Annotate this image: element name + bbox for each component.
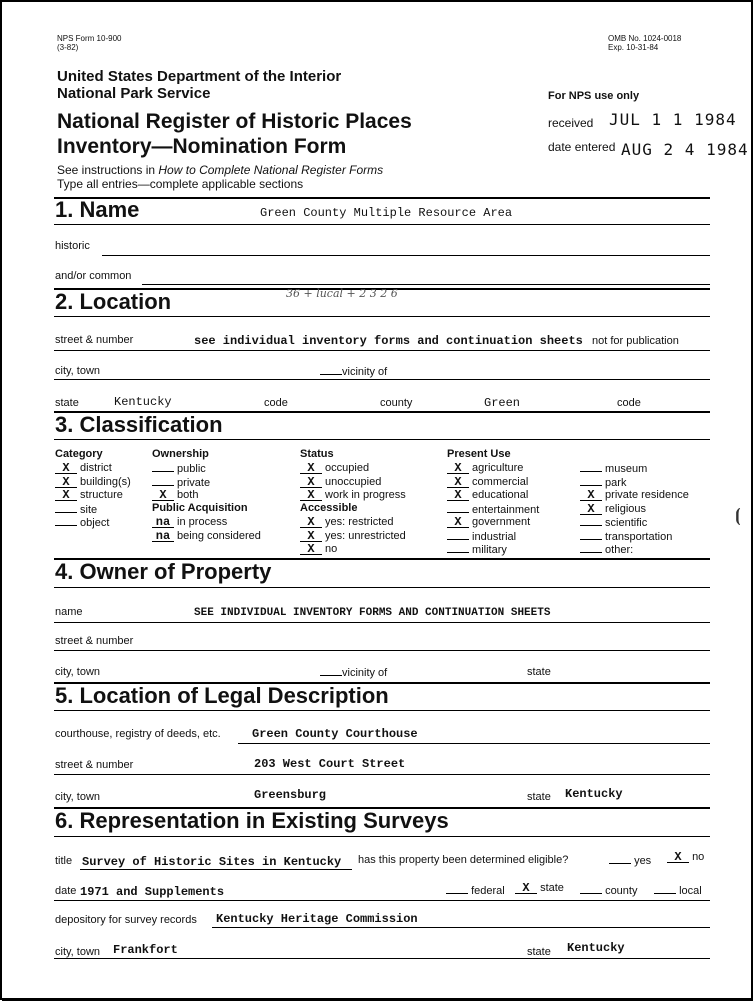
form-title-line2: Inventory—Nomination Form bbox=[57, 135, 347, 158]
option-yes-unrestricted[interactable] bbox=[300, 530, 406, 542]
code-2-label: code bbox=[617, 397, 641, 409]
section-5-underline bbox=[54, 710, 710, 711]
section-4-underline bbox=[54, 587, 710, 588]
common-name-field[interactable] bbox=[142, 284, 710, 285]
survey-state-value: Kentucky bbox=[567, 941, 625, 955]
checkbox-mark[interactable]: X bbox=[55, 464, 77, 474]
section-6-title: 6. Representation in Existing Surveys bbox=[55, 808, 449, 833]
section-3-underline bbox=[54, 439, 710, 440]
legal-street-value: 203 West Court Street bbox=[254, 757, 406, 771]
option-label: other: bbox=[602, 544, 634, 556]
eligible-no[interactable]: X no bbox=[667, 851, 704, 863]
option-no[interactable] bbox=[300, 543, 337, 555]
option-label: entertainment bbox=[469, 503, 540, 516]
checkbox-mark[interactable]: X bbox=[447, 491, 469, 501]
option-unoccupied[interactable] bbox=[300, 476, 381, 488]
code-label: code bbox=[264, 397, 288, 409]
form-number: NPS Form 10-900 bbox=[57, 34, 122, 43]
state-label: state bbox=[55, 397, 79, 409]
present-use-heading: Present Use bbox=[447, 448, 511, 460]
courthouse-label: courthouse, registry of deeds, etc. bbox=[55, 728, 221, 740]
checkbox-mark[interactable] bbox=[447, 503, 469, 513]
checkbox-mark[interactable] bbox=[152, 476, 174, 486]
checkbox-mark[interactable]: na bbox=[152, 532, 174, 542]
county-value: Green bbox=[484, 396, 521, 410]
option-label: both bbox=[174, 489, 199, 501]
city-town-label: city, town bbox=[55, 365, 101, 377]
resource-area-name: Green County Multiple Resource Area bbox=[260, 206, 513, 220]
option-label: religious bbox=[602, 502, 647, 515]
checkbox-mark[interactable] bbox=[580, 543, 602, 553]
form-title-line1: National Register of Historic Places bbox=[57, 110, 412, 133]
checkbox-mark[interactable]: X bbox=[300, 464, 322, 474]
historic-field[interactable] bbox=[102, 255, 710, 256]
local-option[interactable]: local bbox=[654, 884, 702, 897]
owner-vicinity-label: vicinity of bbox=[320, 666, 387, 679]
depository-value: Kentucky Heritage Commission bbox=[216, 912, 418, 926]
option-label: yes: restricted bbox=[322, 516, 394, 528]
option-label: private residence bbox=[602, 489, 689, 501]
option-educational[interactable] bbox=[447, 489, 528, 501]
option-label: military bbox=[469, 544, 507, 556]
option-commercial[interactable] bbox=[447, 476, 528, 488]
option-label: government bbox=[469, 516, 531, 528]
section-1-title: 1. Name bbox=[55, 197, 140, 222]
courthouse-value: Green County Courthouse bbox=[252, 727, 418, 741]
checkbox-mark[interactable]: X bbox=[300, 478, 322, 488]
option-label: occupied bbox=[322, 462, 370, 474]
checkbox-mark[interactable] bbox=[580, 476, 602, 486]
option-military[interactable] bbox=[447, 543, 507, 556]
option-park[interactable] bbox=[580, 476, 626, 489]
ownership-heading: Ownership bbox=[152, 448, 209, 460]
service-name: National Park Service bbox=[57, 85, 211, 102]
option-label: district bbox=[77, 462, 112, 474]
option-yes-restricted[interactable] bbox=[300, 516, 394, 528]
section-4-title: 4. Owner of Property bbox=[55, 559, 272, 584]
eligible-yes[interactable]: yes bbox=[609, 854, 651, 867]
checkbox-mark[interactable] bbox=[580, 530, 602, 540]
survey-date-value: 1971 and Supplements bbox=[80, 885, 225, 899]
option-other[interactable] bbox=[580, 543, 633, 556]
option-object[interactable] bbox=[55, 516, 109, 529]
option-entertainment[interactable] bbox=[447, 503, 539, 516]
option-label: commercial bbox=[469, 475, 529, 488]
option-work-in-progress[interactable] bbox=[300, 489, 406, 501]
county-option[interactable]: county bbox=[580, 884, 637, 897]
depository-field[interactable] bbox=[212, 927, 710, 928]
option-label: no bbox=[322, 543, 338, 555]
date-entered-stamp: AUG 2 4 1984 bbox=[621, 140, 749, 159]
checkbox-mark[interactable] bbox=[580, 462, 602, 472]
street-number-label: street & number bbox=[55, 334, 134, 346]
handwritten-annotation: 36 + lucal + 2 3 2 6 bbox=[286, 287, 398, 300]
nps-use-only: For NPS use only bbox=[548, 90, 640, 102]
option-label: work in progress bbox=[322, 489, 406, 501]
department-name: United States Department of the Interior bbox=[57, 68, 342, 85]
section-3-title: 3. Classification bbox=[55, 412, 223, 437]
option-label: structure bbox=[77, 489, 123, 501]
category-heading: Category bbox=[55, 448, 103, 460]
section-5-title: 5. Location of Legal Description bbox=[55, 683, 389, 708]
owner-state-label: state bbox=[527, 666, 551, 678]
option-label: in process bbox=[174, 516, 228, 528]
owner-name-label: name bbox=[55, 606, 83, 618]
received-label: received bbox=[548, 116, 594, 130]
eligible-question: has this property been determined eligible? bbox=[358, 854, 569, 866]
option-label: yes: unrestricted bbox=[322, 529, 406, 542]
option-building-s[interactable] bbox=[55, 476, 131, 488]
checkbox-mark[interactable] bbox=[447, 543, 469, 553]
checkbox-mark[interactable] bbox=[580, 516, 602, 526]
option-label: transportation bbox=[602, 530, 673, 543]
option-label: site bbox=[77, 503, 98, 516]
option-label: museum bbox=[602, 463, 648, 475]
courthouse-field[interactable] bbox=[238, 743, 710, 744]
option-label: park bbox=[602, 476, 627, 489]
legal-state-value: Kentucky bbox=[565, 787, 623, 801]
owner-name-field[interactable] bbox=[54, 622, 710, 623]
checkbox-mark[interactable] bbox=[447, 530, 469, 540]
option-government[interactable] bbox=[447, 516, 530, 528]
survey-title-label: title bbox=[55, 855, 73, 867]
option-agriculture[interactable] bbox=[447, 462, 523, 474]
checkbox-mark[interactable] bbox=[55, 503, 77, 513]
received-stamp: JUL 1 1 1984 bbox=[609, 110, 737, 129]
section-2-underline bbox=[54, 316, 710, 317]
option-label: educational bbox=[469, 489, 529, 501]
option-structure[interactable] bbox=[55, 489, 123, 501]
legal-street-field[interactable] bbox=[54, 774, 710, 775]
vicinity-label: vicinity of bbox=[320, 365, 387, 378]
option-label: industrial bbox=[469, 530, 517, 543]
common-name-label: and/or common bbox=[55, 270, 132, 282]
state-value: Kentucky bbox=[114, 395, 172, 409]
legal-state-label: state bbox=[527, 791, 551, 803]
checkbox-mark[interactable] bbox=[152, 462, 174, 472]
option-being-considered[interactable] bbox=[152, 530, 261, 542]
owner-street-field[interactable] bbox=[54, 650, 710, 651]
option-label: scientific bbox=[602, 517, 648, 529]
owner-name-value: SEE INDIVIDUAL INVENTORY FORMS AND CONTINUATION SHEETS bbox=[194, 607, 551, 619]
legal-street-label: street & number bbox=[55, 759, 134, 771]
survey-title-field[interactable] bbox=[80, 869, 352, 870]
state-option[interactable]: X state bbox=[515, 882, 564, 894]
owner-city-label: city, town bbox=[55, 666, 101, 678]
option-in-process[interactable] bbox=[152, 516, 227, 528]
county-label: county bbox=[380, 397, 413, 409]
checkbox-mark[interactable]: X bbox=[300, 532, 322, 542]
option-both[interactable] bbox=[152, 489, 198, 501]
historic-label: historic bbox=[55, 240, 90, 252]
checkbox-mark[interactable]: X bbox=[447, 464, 469, 474]
expiration: Exp. 10-31-84 bbox=[608, 43, 659, 52]
option-occupied[interactable] bbox=[300, 462, 369, 474]
checkbox-mark[interactable]: X bbox=[300, 545, 322, 555]
checkbox-mark[interactable]: X bbox=[447, 518, 469, 528]
depository-label: depository for survey records bbox=[55, 914, 197, 926]
section-1-underline bbox=[54, 224, 710, 225]
option-transportation[interactable] bbox=[580, 530, 672, 543]
option-label: building(s) bbox=[77, 475, 131, 488]
option-site[interactable] bbox=[55, 503, 97, 516]
survey-city-label: city, town bbox=[55, 946, 101, 958]
checkbox-mark[interactable]: X bbox=[55, 478, 77, 488]
city-town-field[interactable] bbox=[54, 379, 710, 380]
option-label: object bbox=[77, 517, 110, 529]
option-private-residence[interactable] bbox=[580, 489, 689, 501]
option-label: public bbox=[174, 463, 206, 475]
checkbox-mark[interactable]: X bbox=[55, 491, 77, 501]
section-1-rule bbox=[54, 197, 710, 199]
street-number-value: see individual inventory forms and continuation sheets bbox=[194, 334, 583, 348]
option-museum[interactable] bbox=[580, 462, 647, 475]
option-scientific[interactable] bbox=[580, 516, 647, 529]
legal-city-value: Greensburg bbox=[254, 788, 327, 802]
option-industrial[interactable] bbox=[447, 530, 516, 543]
checkbox-mark[interactable] bbox=[55, 516, 77, 526]
survey-city-value: Frankfort bbox=[113, 943, 178, 957]
form-revision: (3-82) bbox=[57, 43, 79, 52]
margin-brace-mark: ⦗ bbox=[735, 505, 741, 525]
date-entered-label: date entered bbox=[548, 140, 616, 154]
option-private[interactable] bbox=[152, 476, 210, 489]
omb-number: OMB No. 1024-0018 bbox=[608, 34, 682, 43]
status-heading: Status bbox=[300, 448, 334, 460]
option-label: private bbox=[174, 476, 211, 489]
instructions-line1: See instructions in How to Complete National Register Forms bbox=[57, 163, 384, 177]
checkbox-mark[interactable]: na bbox=[152, 518, 174, 528]
checkbox-mark[interactable]: X bbox=[580, 505, 602, 515]
street-number-field[interactable] bbox=[54, 350, 710, 351]
option-public[interactable] bbox=[152, 462, 206, 475]
option-label: agriculture bbox=[469, 462, 524, 474]
option-religious[interactable] bbox=[580, 503, 646, 515]
legal-city-label: city, town bbox=[55, 791, 101, 803]
section-2-title: 2. Location bbox=[55, 289, 172, 314]
accessible-heading: Accessible bbox=[300, 502, 358, 514]
option-district[interactable] bbox=[55, 462, 112, 474]
survey-title-value: Survey of Historic Sites in Kentucky bbox=[82, 855, 342, 869]
checkbox-mark[interactable]: X bbox=[580, 491, 602, 501]
federal-option[interactable]: federal bbox=[446, 884, 505, 897]
checkbox-mark[interactable]: X bbox=[300, 491, 322, 501]
checkbox-mark[interactable]: X bbox=[152, 491, 174, 501]
option-label: unoccupied bbox=[322, 475, 382, 488]
survey-city-field[interactable] bbox=[54, 958, 710, 959]
option-label: being considered bbox=[174, 529, 261, 542]
owner-street-label: street & number bbox=[55, 635, 134, 647]
public-acquisition-heading: Public Acquisition bbox=[152, 502, 248, 514]
checkbox-mark[interactable]: X bbox=[447, 478, 469, 488]
checkbox-mark[interactable]: X bbox=[300, 518, 322, 528]
instructions-line2: Type all entries—complete applicable sections bbox=[57, 177, 304, 191]
survey-date-label: date bbox=[55, 885, 77, 897]
not-for-publication: not for publication bbox=[592, 335, 679, 347]
survey-state-label: state bbox=[527, 946, 551, 958]
section-6-underline bbox=[54, 836, 710, 837]
survey-date-field[interactable] bbox=[54, 900, 710, 901]
